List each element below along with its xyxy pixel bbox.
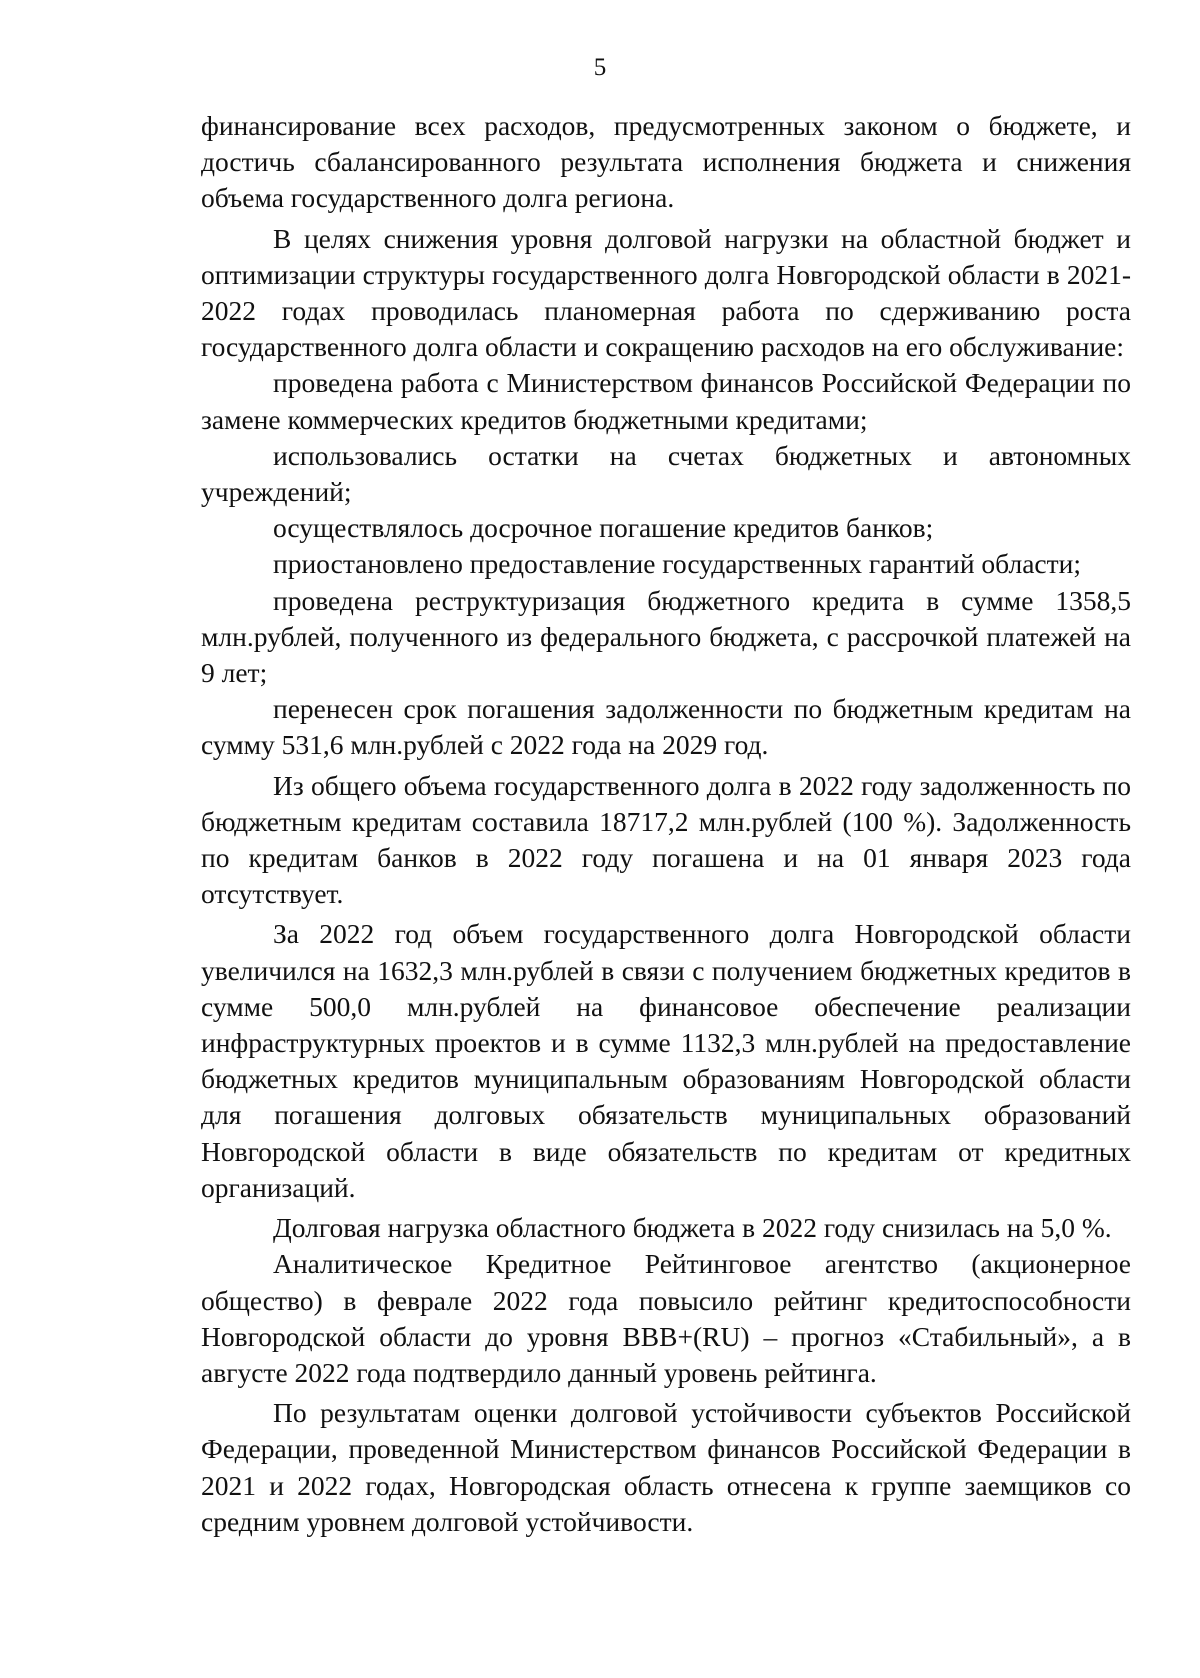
paragraph-credit-rating: Аналитическое Кредитное Рейтинговое агентство (акционерное общество) в феврале 2022 года повысило рейтинг кредитоспособности Новгородской области до уровня BBB+(RU) – прогноз «Стабильный», а в августе 2022 года подтвердило данный уровень рейтинга.	[201, 1248, 1131, 1388]
paragraph-debt-burden: Долговая нагрузка областного бюджета в 2022 году снизилась на 5,0 %.	[273, 1212, 1112, 1244]
paragraph-debt-increase: За 2022 год объем государственного долга Новгородской области увеличился на 1632,3 млн.рублей в связи с получением бюджетных кредитов в сумме 500,0 млн.рублей на финансовое обеспечение реализации инфраструктурных проектов и в сумме 1132,3 млн.рублей на предоставление бюджетных кредитов муниципальным образованиям Новгородской области для погашения долговых обязательств муниципальных образований Новгородской области в виде обязательств по кредитам от кредитных организаций.	[201, 918, 1131, 1203]
list-item-repayment-postponed: перенесен срок погашения задолженности по бюджетным кредитам на сумму 531,6 млн.рублей с 2022 года на 2029 год.	[201, 693, 1131, 761]
paragraph-continuation: финансирование всех расходов, предусмотренных законом о бюджете, и достичь сбалансированного результата исполнения бюджета и снижения объема государственного долга региона.	[201, 110, 1131, 214]
document-body	[201, 108, 1131, 1540]
paragraph-debt-reduction-intro: В целях снижения уровня долговой нагрузки на областной бюджет и оптимизации структуры государственного долга Новгородской области в 2021-2022 годах проводилась планомерная работа по сдерживанию роста государственного долга области и сокращению расходов на его обслуживание:	[201, 222, 1131, 363]
paragraph-debt-sustainability: По результатам оценки долговой устойчивости субъектов Российской Федерации, проведенной Министерством финансов Российской Федерации в 2021 и 2022 годах, Новгородская область отнесена к группе заемщиков со средним уровнем долговой устойчивости.	[201, 1397, 1131, 1537]
list-item-account-balances: использовались остатки на счетах бюджетных и автономных учреждений;	[201, 439, 1131, 508]
page-number: 5	[593, 54, 607, 81]
list-item-early-repayment: осуществлялось досрочное погашение кредитов банков;	[273, 512, 934, 544]
paragraph-debt-structure: Из общего объема государственного долга в 2022 году задолженность по бюджетным кредитам составила 18717,2 млн.рублей (100 %). Задолженность по кредитам банков в 2022 году погашена и на 01 января 2023 года отсутствует.	[201, 769, 1131, 910]
list-item-guarantees-suspended: приостановлено предоставление государственных гарантий области;	[273, 548, 1081, 580]
list-item-restructuring: проведена реструктуризация бюджетного кредита в сумме 1358,5 млн.рублей, полученного из федерального бюджета, с рассрочкой платежей на 9 лет;	[201, 584, 1131, 689]
list-item-ministry-work: проведена работа с Министерством финансов Российской Федерации по замене коммерческих кредитов бюджетными кредитами;	[201, 367, 1131, 435]
